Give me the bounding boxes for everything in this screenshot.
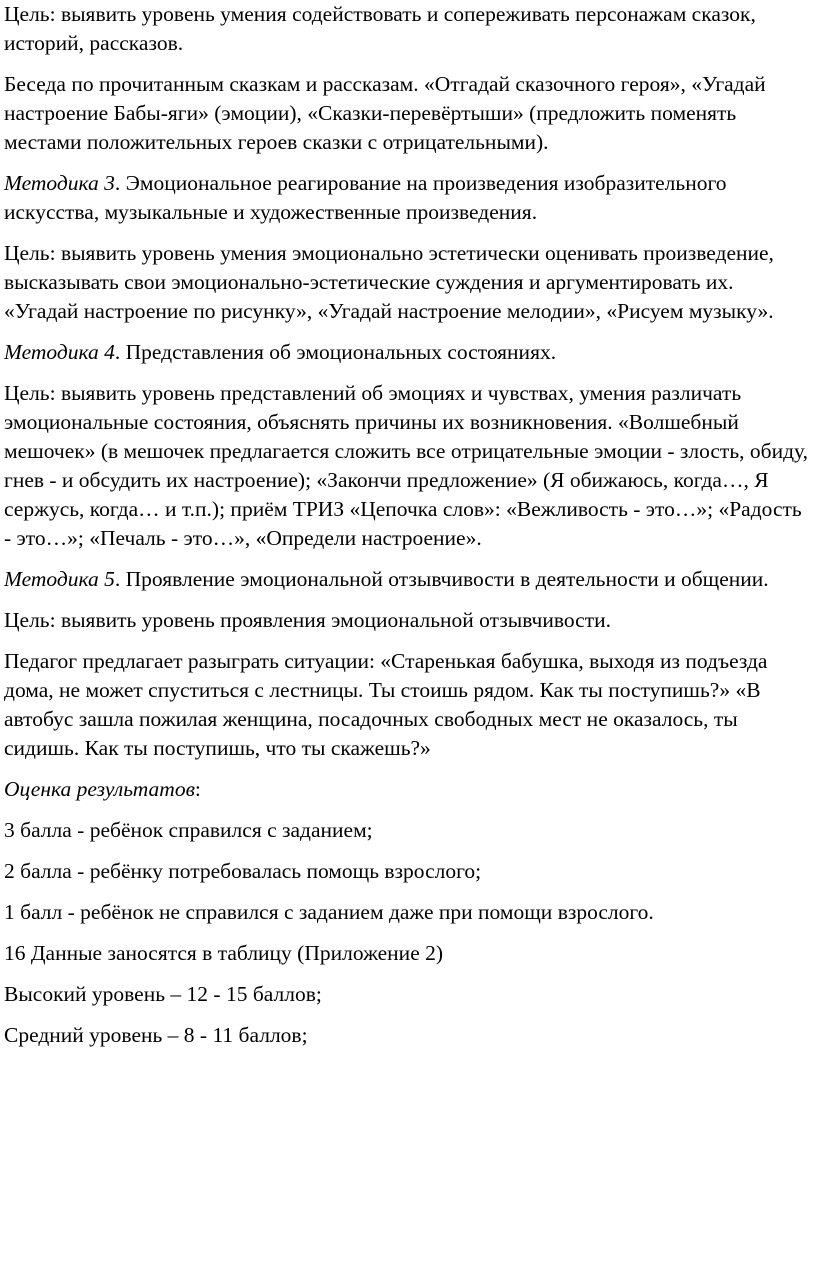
method-3-heading	[4, 169, 810, 227]
games-paragraph-3: «Угадай настроение по рисунку», «Угадай настроение мелодии», «Рисуем музыку».	[4, 299, 774, 323]
situations-paragraph: Педагог предлагает разыграть ситуации: «Старенькая бабушка, выходя из подъезда дома, не может спуститься с лестницы. Ты стоишь рядом. Как ты поступишь?» «В автобус зашла пожилая женщина, посадочных свободных мест не оказалось, ты сидишь. Как ты поступишь, что ты скажешь?»	[4, 649, 768, 760]
method-5-heading	[4, 565, 810, 594]
method-4-label: Методика 4	[4, 340, 115, 364]
method-5-label: Методика 5	[4, 567, 115, 591]
goal-paragraph-5: Цель: выявить уровень проявления эмоциональной отзывчивости.	[4, 608, 611, 632]
score-2-line: 2 балла - ребёнку потребовалась помощь взрослого;	[4, 859, 482, 883]
method-3-label: Методика 3	[4, 171, 115, 195]
medium-level-line: Средний уровень – 8 - 11 баллов;	[4, 1023, 308, 1047]
goal-paragraph-1: Цель: выявить уровень умения содействовать и сопереживать персонажам сказок, историй, рассказов.	[4, 2, 756, 55]
score-3-line: 3 балла - ребёнок справился с заданием;	[4, 818, 373, 842]
method-4-heading	[4, 338, 810, 367]
score-1-line: 1 балл - ребёнок не справился с заданием даже при помощи взрослого.	[4, 900, 654, 924]
evaluation-heading	[4, 775, 810, 804]
goal-paragraph-3: Цель: выявить уровень умения эмоционально эстетически оценивать произведение, высказывать свои эмоционально-эстетические суждения и аргументировать их.	[4, 241, 774, 294]
evaluation-label: Оценка результатов	[4, 777, 195, 801]
high-level-line: Высокий уровень – 12 - 15 баллов;	[4, 982, 322, 1006]
method-3-text: . Эмоциональное реагирование на произведения изобразительного искусства, музыкальные и художественные произведения.	[4, 171, 727, 224]
table-note-line: 16 Данные заносятся в таблицу (Приложение 2)	[4, 941, 444, 965]
method-4-text: . Представления об эмоциональных состояниях.	[114, 340, 557, 364]
goal-paragraph-4: Цель: выявить уровень представлений об эмоциях и чувствах, умения различать эмоциональные состояния, объяснять причины их возникновения. «Волшебный мешочек» (в мешочек предлагается сложить все отрицательные эмоции - злость, обиду, гнев - и обсудить их настроение); «Закончи предложение» (Я обижаюсь, когда…, Я сержусь, когда… и т.п.); приём ТРИЗ «Цепочка слов»: «Вежливость - это…»; «Радость - это…»; «Печаль - это…», «Определи настроение».	[4, 381, 808, 550]
method-5-text: . Проявление эмоциональной отзывчивости в деятельности и общении.	[114, 567, 769, 591]
conversation-paragraph: Беседа по прочитанным сказкам и рассказам. «Отгадай сказочного героя», «Угадай настроение Бабы-яги» (эмоции), «Сказки-перевёртыши» (предложить поменять местами положительных героев сказки с отрицательными).	[4, 72, 766, 154]
evaluation-colon: :	[194, 777, 201, 801]
